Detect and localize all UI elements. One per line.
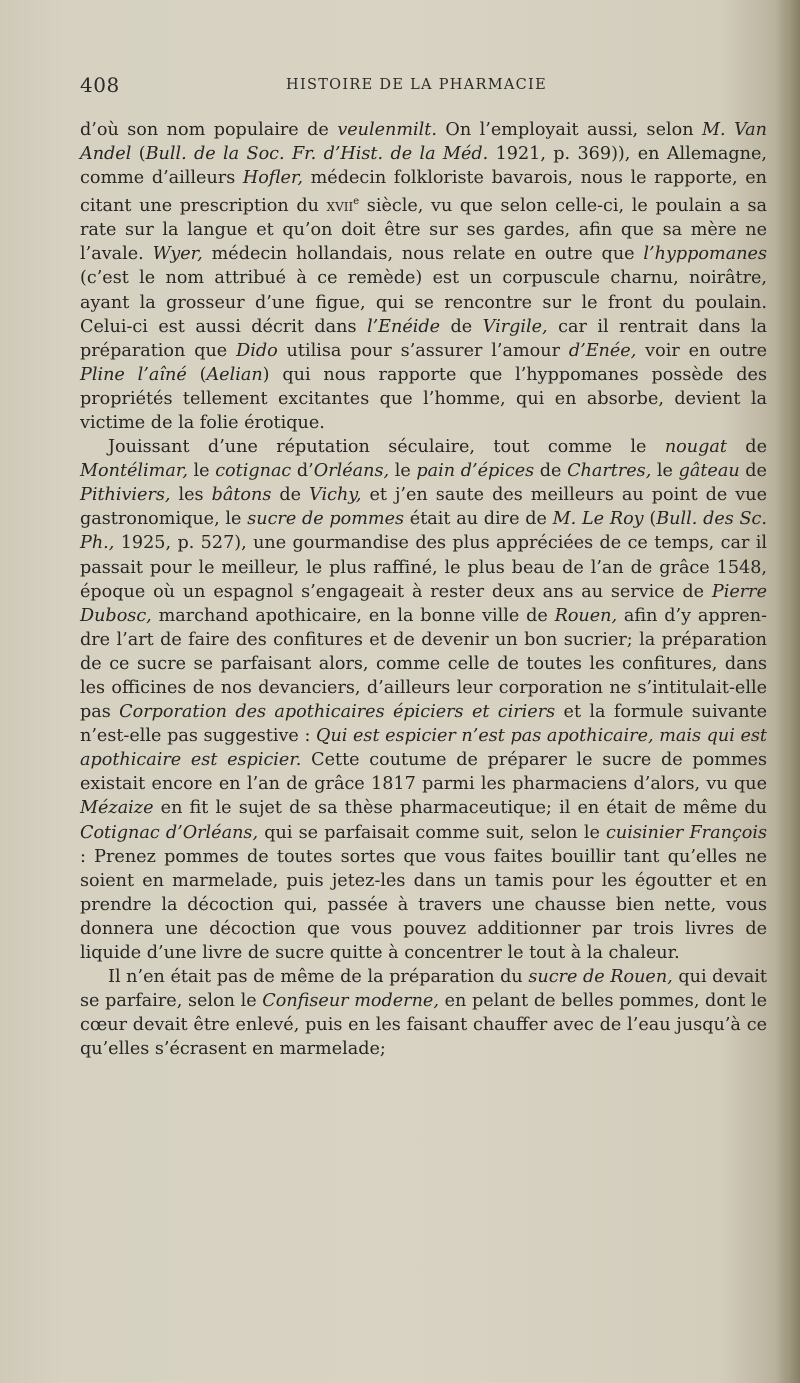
text-run: 1921, p. 369)), en Allemagne, comme d’ailleurs (80, 144, 767, 189)
text-run: qui devait se parfaire, selon le (80, 967, 767, 1012)
body-text (80, 118, 767, 1062)
italic-quote: Qui est espicier n’est pas apothicaire, mais qui est apothicaire est espicier. (80, 726, 767, 771)
italic-citation: Bull. des Sc. Ph., (80, 509, 768, 554)
text-run: en pelant de belles pommes, dont le cœur devait être enlevé, puis en les faisant chauffer avec de l’eau jusqu’à ce qu’elles s’écrasent en marmelade; (80, 991, 768, 1060)
text-run: les (170, 485, 212, 506)
italic-name: Aelian (206, 364, 263, 385)
text-run: était au dire de (404, 509, 553, 530)
italic-term: cotignac (215, 461, 292, 482)
text-run: le (389, 461, 417, 482)
running-title: HISTOIRE DE LA PHARMACIE (286, 77, 547, 93)
text-run: utilisa pour s’assurer l’amour (277, 340, 569, 361)
superscript: e (353, 196, 360, 208)
text-run: qui se parfaisait comme suit, selon le (258, 822, 607, 843)
italic-term: veulenmilt. (337, 120, 437, 140)
text-run: d’où son nom populaire de (80, 120, 338, 140)
italic-place: Chartres, (567, 461, 652, 482)
text-run: afin d’y apprendre l’art de faire des confitures et de devenir un bon sucrier; la préparation de ce sucre se parfaisant alors, comme celle de toutes les confitures, dans les officines de nos devanciers, d’ailleurs leur corporation ne s’intitulait-elle pas (80, 605, 767, 723)
text-run: de (534, 461, 568, 482)
italic-name: d’Enée, (568, 340, 637, 361)
text-run: On l’employait aussi, selon (436, 120, 703, 140)
paragraph-1 (80, 118, 767, 435)
italic-term: Corporation des apothicaires épiciers et ciriers (119, 702, 556, 723)
italic-name: Virgile, (482, 316, 548, 337)
italic-term: nougat (664, 437, 727, 458)
century-numeral: xvii (326, 196, 354, 217)
italic-name: Mézaize (80, 798, 154, 819)
text-run: Il n’en était pas de même de la préparation du (108, 967, 529, 988)
text-run: ( (131, 144, 146, 165)
text-run: marchand apothicaire, en la bonne ville de (151, 605, 555, 626)
italic-name: Pline l’aîné (80, 364, 187, 385)
text-run: Cette coutume de préparer le sucre de pommes existait encore en l’an de grâce 1817 parmi les pharmaciens d’alors, vu que (80, 750, 767, 795)
paragraph-3 (80, 965, 767, 1061)
text-run: et la formule suivante n’est-elle pas suggestive : (80, 702, 768, 747)
text-run: de (739, 461, 767, 482)
text-run: de (440, 316, 483, 337)
text-run: : Prenez pommes de toutes sortes que vous faites bouillir tant qu’elles ne soient en marmelade, puis jetez-les dans un tamis pour les égoutter et en prendre la décoction qui, passée à travers une chausse bien nette, vous donnera une décoction que vous pouvez additionner par trois livres de liquide d’une livre de sucre quitte à concentrer le tout à la chaleur. (80, 846, 767, 964)
italic-term: Cotignac d’Orléans, (80, 822, 259, 843)
text-run: le (651, 461, 679, 482)
text-run: de (271, 485, 310, 506)
page-edge-shadow (774, 0, 800, 1383)
italic-term: pain d’épices (416, 461, 535, 482)
italic-name: Wyer, (152, 244, 203, 265)
italic-title: cuisinier François (606, 822, 768, 843)
text-run: d’ (291, 461, 314, 482)
italic-name: M. Le Roy (552, 509, 644, 530)
page-header (80, 73, 770, 97)
italic-term: l’hyppomanes (643, 244, 767, 265)
italic-name: Pierre Dubosc, (80, 581, 767, 626)
text-run: car il rentrait dans la préparation que (80, 316, 767, 361)
text-run: (c’est le nom attribué à ce remède) est un corpuscule charnu, noirâtre, ayant la grosseur d’une figue, qui se rencontre sur le front du poulain. Celui-ci est aussi décrit dans (80, 268, 767, 337)
italic-citation: Bull. de la Soc. Fr. d’Hist. de la Méd. (145, 144, 489, 165)
text-run: ) qui nous rapporte que l’hyppomanes possède des propriétés tellement excitantes que l’homme, qui en absorbe, devient la victime de la folie érotique. (80, 364, 767, 433)
text-run: Jouissant d’une réputation séculaire, tout comme le (108, 437, 665, 458)
italic-place: Pithiviers, (80, 485, 171, 506)
italic-term: gâteau (678, 461, 740, 482)
italic-place: Montélimar, (80, 461, 188, 482)
italic-name: Hofler, (242, 168, 304, 189)
text-run: et j’en saute des meilleurs au point de vue gastronomique, le (80, 485, 767, 530)
italic-name: M. Van Andel (80, 120, 767, 165)
italic-term: bâtons (211, 485, 272, 506)
italic-title: l’Enéide (366, 316, 441, 337)
italic-title: Confiseur moderne, (262, 991, 439, 1012)
text-run: ( (643, 509, 657, 530)
text-run: le (187, 461, 216, 482)
paragraph-2 (80, 435, 767, 965)
text-run: de (726, 437, 767, 458)
text-run: voir en outre (636, 340, 768, 361)
text-run: siècle, vu que selon celle-ci, le poulain a sa rate sur la langue et qu’on doit être sur ses gardes, afin que sa mère ne l’avale. (80, 196, 767, 265)
italic-term: sucre de Rouen, (528, 967, 673, 988)
text-run: en fit le sujet de sa thèse pharmaceutique; il en était de même du (153, 798, 767, 819)
text-run: 1925, p. 527), une gourmandise des plus appréciées de ce temps, car il passait pour le meilleur, le plus raffiné, le plus beau de l’an de grâce 1548, époque où un espagnol s’engageait à rester deux ans au service de (80, 533, 767, 602)
page-number: 408 (80, 73, 120, 97)
text-run: médecin hollandais, nous relate en outre que (202, 244, 644, 265)
text-run: médecin folkloriste bavarois, nous le rapporte, en citant une prescription du (80, 168, 767, 217)
italic-place: Vichy, (309, 485, 362, 506)
italic-name: Dido (236, 340, 278, 361)
italic-term: sucre de pommes (247, 509, 405, 530)
text-run: ( (186, 364, 207, 385)
italic-place: Orléans, (313, 461, 390, 482)
italic-place: Rouen, (554, 605, 618, 626)
